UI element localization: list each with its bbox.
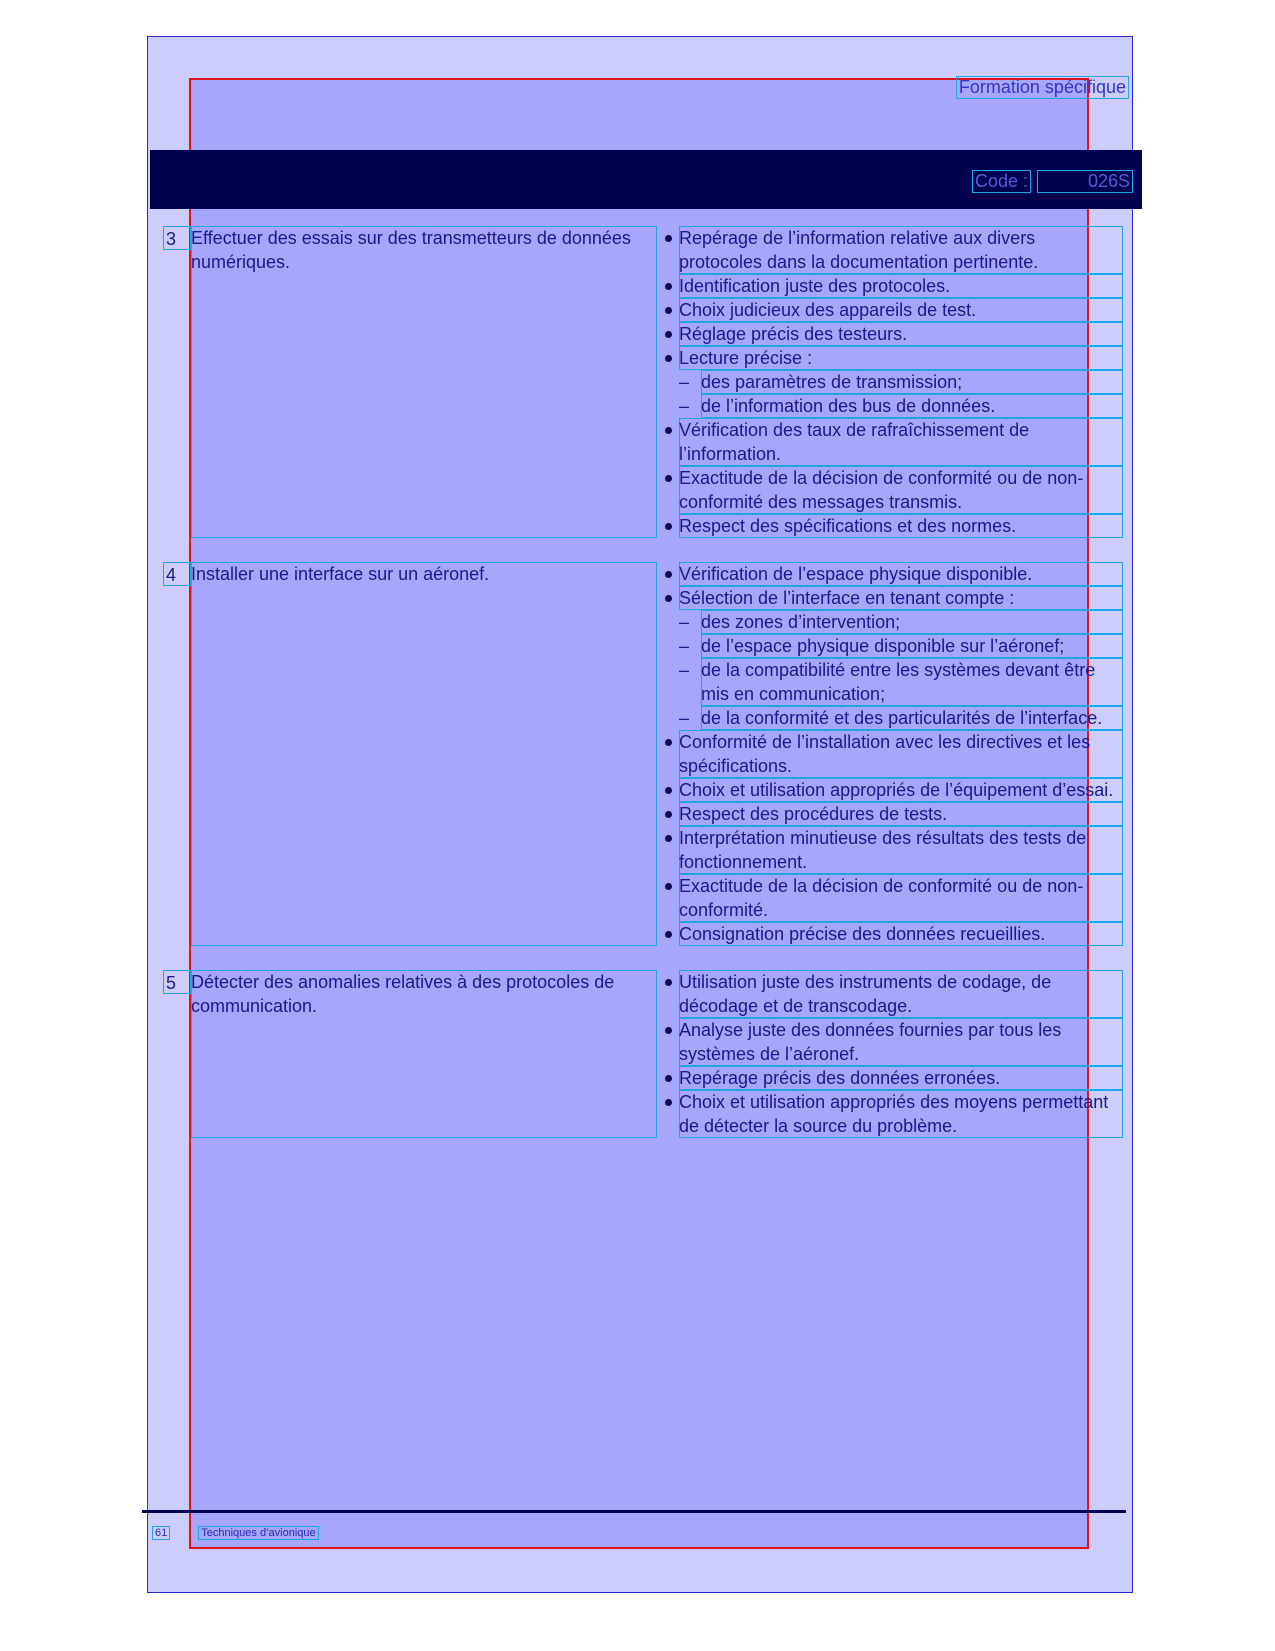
task-description: Détecter des anomalies relatives à des protocoles de communication. — [191, 970, 657, 1138]
section-label: Formation spécifique — [956, 76, 1129, 99]
task-table — [163, 226, 1123, 1162]
dash-icon: – — [679, 660, 690, 680]
sub-criterion-item — [657, 634, 1123, 658]
footer-rule — [142, 1510, 1126, 1513]
criterion-item — [657, 514, 1123, 538]
criterion-text: Conformité de l’installation avec les directives et les spécifications. — [679, 730, 1123, 778]
dash-icon: – — [679, 372, 690, 392]
sub-criterion-item — [657, 658, 1123, 706]
dash-icon: – — [679, 396, 690, 416]
criterion-item — [657, 826, 1123, 874]
criterion-item — [657, 1018, 1123, 1066]
dash-icon: – — [679, 636, 690, 656]
bullet-icon — [657, 922, 679, 946]
bullet-icon — [657, 730, 679, 778]
sub-criterion-text: de la conformité et des particularités de l’interface. — [701, 706, 1123, 730]
criterion-item — [657, 226, 1123, 274]
criterion-item — [657, 922, 1123, 946]
criteria-list — [657, 562, 1123, 946]
bullet-icon — [657, 586, 679, 610]
sub-criterion-text: de l’espace physique disponible sur l’aéronef; — [701, 634, 1123, 658]
bullet-icon — [657, 466, 679, 514]
criterion-text: Respect des procédures de tests. — [679, 802, 1123, 826]
bullet-icon — [657, 322, 679, 346]
bullet-icon — [657, 802, 679, 826]
task-element — [163, 970, 657, 1138]
bullet-icon — [657, 418, 679, 466]
criterion-text: Repérage précis des données erronées. — [679, 1066, 1123, 1090]
criterion-text: Exactitude de la décision de conformité ou de non-conformité des messages transmis. — [679, 466, 1123, 514]
task-element — [163, 562, 657, 946]
dash-icon: – — [679, 708, 690, 728]
criterion-item — [657, 274, 1123, 298]
criterion-text: Choix judicieux des appareils de test. — [679, 298, 1123, 322]
page-number: 61 — [152, 1526, 170, 1540]
criterion-text: Analyse juste des données fournies par tous les systèmes de l’aéronef. — [679, 1018, 1123, 1066]
bullet-icon — [657, 874, 679, 922]
code-value: 026S — [1037, 170, 1133, 193]
code-block — [972, 170, 1133, 193]
criterion-text: Interprétation minutieuse des résultats des tests de fonctionnement. — [679, 826, 1123, 874]
criterion-text: Choix et utilisation appropriés de l’équipement d’essai. — [679, 778, 1123, 802]
task-row — [163, 226, 1123, 538]
bullet-icon — [657, 1066, 679, 1090]
criterion-item — [657, 586, 1123, 610]
sub-criterion-text: des paramètres de transmission; — [701, 370, 1123, 394]
code-label: Code : — [972, 170, 1031, 193]
program-name: Techniques d’avionique — [198, 1526, 318, 1540]
criterion-item — [657, 562, 1123, 586]
bullet-icon — [657, 1018, 679, 1066]
bullet-icon — [657, 274, 679, 298]
sub-criterion-item — [657, 370, 1123, 394]
criterion-item — [657, 1090, 1123, 1138]
criterion-item — [657, 802, 1123, 826]
criteria-list — [657, 970, 1123, 1138]
criterion-item — [657, 298, 1123, 322]
criterion-text: Exactitude de la décision de conformité ou de non-conformité. — [679, 874, 1123, 922]
criterion-text: Respect des spécifications et des normes. — [679, 514, 1123, 538]
sub-criterion-text: de la compatibilité entre les systèmes devant être mis en communication; — [701, 658, 1123, 706]
task-number: 5 — [163, 970, 191, 994]
task-description: Effectuer des essais sur des transmetteurs de données numériques. — [191, 226, 657, 538]
criterion-item — [657, 418, 1123, 466]
criterion-text: Consignation précise des données recueillies. — [679, 922, 1123, 946]
criterion-text: Choix et utilisation appropriés des moyens permettant de détecter la source du problème. — [679, 1090, 1123, 1138]
criterion-item — [657, 466, 1123, 514]
bullet-icon — [657, 226, 679, 274]
task-number: 4 — [163, 562, 191, 586]
sub-criterion-text: de l’information des bus de données. — [701, 394, 1123, 418]
bullet-icon — [657, 778, 679, 802]
bullet-icon — [657, 826, 679, 874]
criterion-item — [657, 730, 1123, 778]
sub-criterion-item — [657, 706, 1123, 730]
bullet-icon — [657, 346, 679, 370]
bullet-icon — [657, 298, 679, 322]
task-row — [163, 970, 1123, 1138]
criterion-item — [657, 970, 1123, 1018]
bullet-icon — [657, 1090, 679, 1138]
task-description: Installer une interface sur un aéronef. — [191, 562, 657, 946]
dash-icon: – — [679, 612, 690, 632]
sub-criterion-text: des zones d’intervention; — [701, 610, 1123, 634]
criterion-text: Identification juste des protocoles. — [679, 274, 1123, 298]
footer — [152, 1526, 319, 1540]
criterion-text: Réglage précis des testeurs. — [679, 322, 1123, 346]
task-number: 3 — [163, 226, 191, 250]
sub-criterion-item — [657, 394, 1123, 418]
criteria-list — [657, 226, 1123, 538]
bullet-icon — [657, 970, 679, 1018]
criterion-text: Utilisation juste des instruments de codage, de décodage et de transcodage. — [679, 970, 1123, 1018]
bullet-icon — [657, 562, 679, 586]
criterion-item — [657, 322, 1123, 346]
task-element — [163, 226, 657, 538]
criterion-text: Vérification de l’espace physique disponible. — [679, 562, 1123, 586]
criterion-text: Repérage de l’information relative aux divers protocoles dans la documentation pertinente. — [679, 226, 1123, 274]
criterion-text: Lecture précise : — [679, 346, 1123, 370]
bullet-icon — [657, 514, 679, 538]
criterion-item — [657, 1066, 1123, 1090]
criterion-item — [657, 778, 1123, 802]
criterion-text: Vérification des taux de rafraîchissement de l’information. — [679, 418, 1123, 466]
sub-criterion-item — [657, 610, 1123, 634]
criterion-text: Sélection de l’interface en tenant compte : — [679, 586, 1123, 610]
criterion-item — [657, 874, 1123, 922]
criterion-item — [657, 346, 1123, 370]
task-row — [163, 562, 1123, 946]
